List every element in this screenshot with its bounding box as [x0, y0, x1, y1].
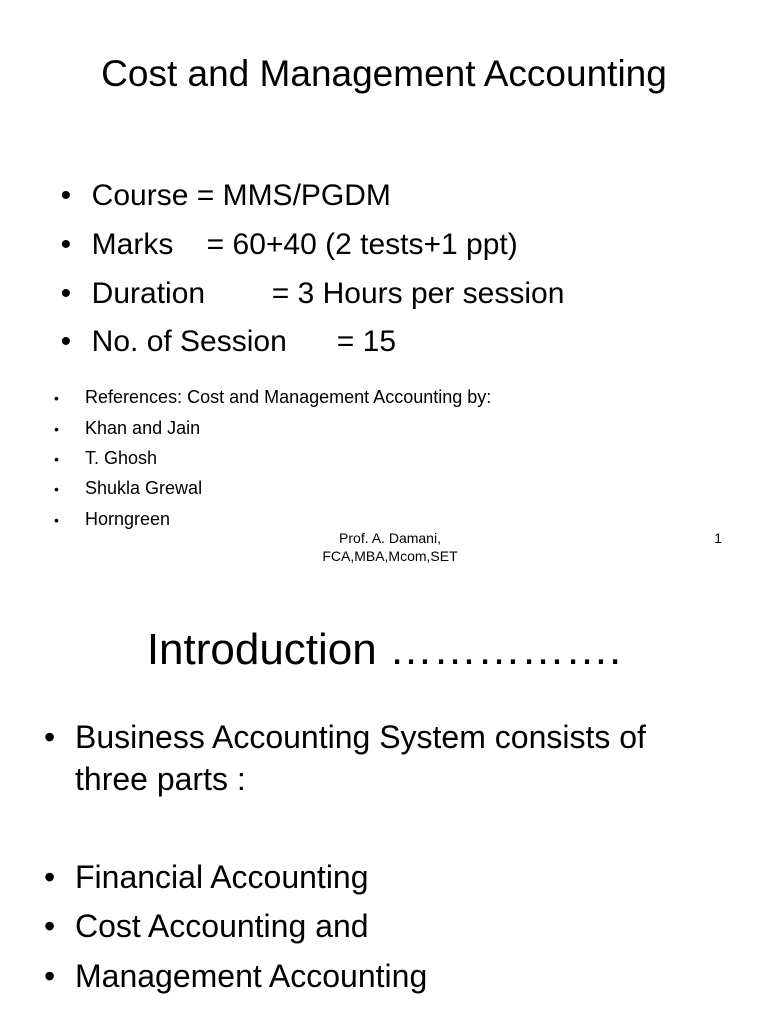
intro-item: [44, 955, 724, 997]
bullet: •: [54, 390, 59, 406]
bullet: •: [44, 719, 56, 755]
bullet: •: [60, 325, 72, 358]
slide-footer-author: [290, 529, 490, 565]
bullet: •: [60, 179, 72, 212]
slide1-title: Cost and Management Accounting: [101, 53, 667, 94]
bullet: •: [54, 421, 59, 437]
item-label: Course: [91, 179, 189, 212]
reference-text: Horngreen: [85, 509, 171, 529]
bullet: •: [60, 277, 72, 310]
item-label: Duration: [91, 277, 206, 310]
intro-item: [44, 856, 724, 898]
page-number: 1: [714, 530, 722, 546]
item-label: No. of Session: [91, 325, 287, 358]
bullet: •: [60, 228, 72, 261]
reference-text: Shukla Grewal: [85, 478, 203, 498]
bullet: •: [44, 908, 56, 944]
item-value: = 3 Hours per session: [205, 277, 565, 310]
reference-text: Khan and Jain: [85, 418, 201, 438]
bullet: •: [44, 958, 56, 994]
author-name: Prof. A. Damani,: [339, 530, 441, 546]
intro-text: Financial Accounting: [75, 859, 369, 895]
bullet: •: [54, 451, 59, 467]
reference-item: [44, 486, 170, 531]
item-label: Marks: [91, 228, 174, 261]
item-value: = MMS/PGDM: [188, 179, 391, 212]
bullet: •: [54, 481, 59, 497]
intro-text: Management Accounting: [75, 958, 428, 994]
main-item-sessions: [44, 288, 396, 360]
intro-text: Business Accounting System consists of three parts :: [75, 719, 646, 797]
bullet: •: [44, 859, 56, 895]
intro-text: Cost Accounting and: [75, 908, 369, 944]
reference-text: T. Ghosh: [85, 448, 158, 468]
intro-item: [44, 716, 724, 800]
author-credentials: FCA,MBA,Mcom,SET: [322, 548, 458, 564]
reference-text: References: Cost and Management Accounting by:: [85, 387, 492, 407]
intro-item: [44, 905, 724, 947]
slide2-title: Introduction …………….: [146, 625, 622, 674]
bullet: •: [54, 512, 59, 528]
item-value: = 15: [286, 325, 397, 358]
item-value: = 60+40 (2 tests+1 ppt): [173, 228, 518, 261]
